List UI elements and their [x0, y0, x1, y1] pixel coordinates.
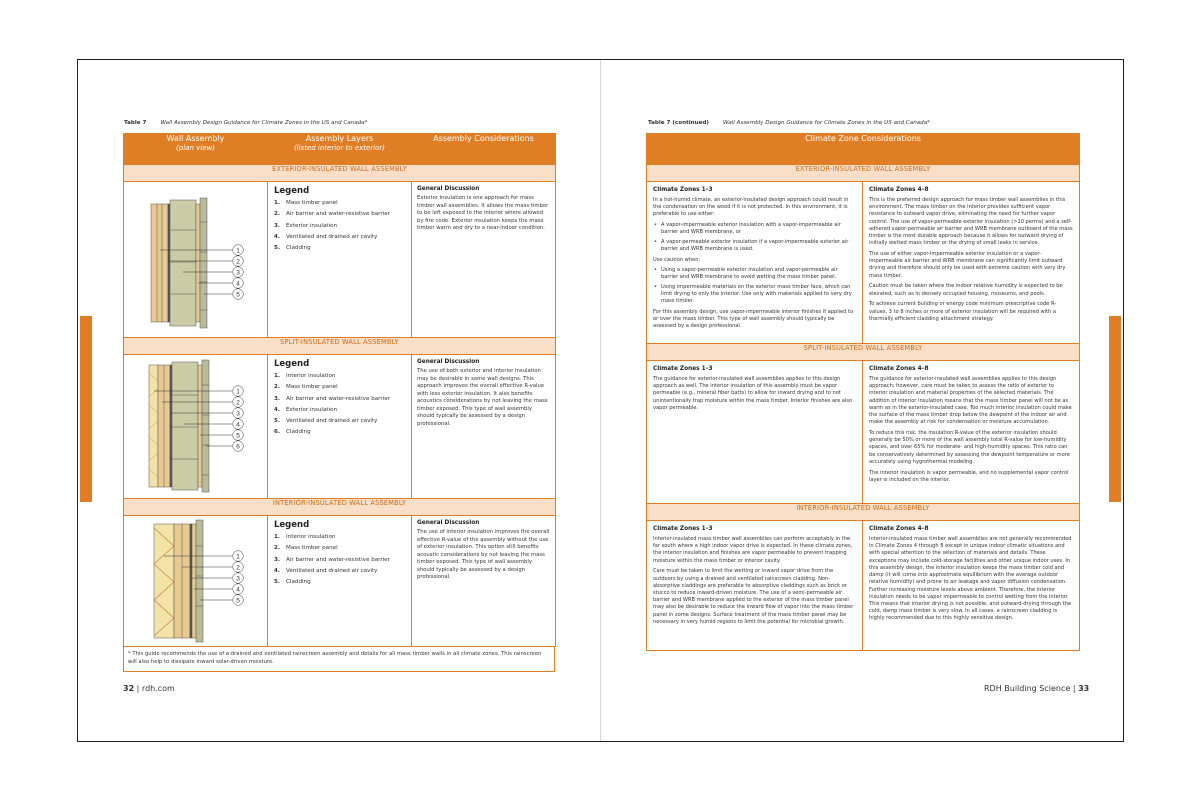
legend-item: 3. Air barrier and water-resistive barrier — [274, 395, 390, 402]
wall-section-diagram — [124, 516, 267, 646]
zones-4-8-exterior: Climate Zones 4–8 This is the preferred design approach for mass timber wall assemblies in this environment. The mass timber on the interior provides sufficient vapor resistance to outward vapor drive, eliminating the need for further vapor control. The use of vapor-permeable exterior insulation (>10 perms) and a self-adhered vapor-permeable air barrier and WRB membrane outboard of the mass timber is the most durable approach because it allows for outward drying of initially wetted mass timber or the drying of small leaks in service. The use of either vapor-impermeable exterior insulation or a vapor-impermeable air barrier and WRB membrane can significantly limit outward drying and therefore should only be used with extreme caution with very dry mass timber. Caution must be taken where the indoor relative humidity is expected to be elevated, such as in densely occupied housing, museums, and pools. To achieve current building or energy code minimum prescriptive code R-values, 3 to 8 inches or more of exterior insulation will be required with a thermally efficient cladding attachment strategy. — [863, 182, 1080, 344]
callout-4: 4 — [236, 586, 240, 594]
legend-split-insulated — [268, 355, 412, 499]
considerations-interior-insulated — [412, 516, 556, 647]
zone-title: Climate Zones 4–8 — [869, 187, 929, 193]
left-table-caption — [124, 120, 367, 126]
callout-6: 6 — [236, 443, 240, 451]
legend-item: 2. Air barrier and water-resistive barrier — [274, 211, 390, 218]
zone-title: Climate Zones 1–3 — [653, 187, 713, 193]
right-table-caption — [648, 120, 930, 126]
left-caption-number: Table 7 — [124, 120, 147, 126]
legend-interior-insulated — [268, 516, 412, 647]
discussion-text: The use of interior insulation improves the overall effective R-value of the assembly without the use of exterior insulation. This option still benefits acoustic considerations by not leaving the mass timber exposed. This type of wall assembly should typically be assessed by a design professional. — [417, 529, 550, 581]
considerations-split-insulated — [412, 355, 556, 499]
legend-item: 6. Cladding — [274, 429, 311, 436]
callout-3: 3 — [236, 410, 240, 418]
header-assembly-considerations: Assembly Considerations — [412, 134, 556, 165]
section-exterior-insulated: EXTERIOR-INSULATED WALL ASSEMBLY — [647, 165, 1080, 182]
zones-1-3-split: Climate Zones 1–3 The guidance for exterior-insulated wall assemblies applies to this design approach as well. The interior insulation of this assembly must be vapor permeable (e.g., mineral fiber batts) to allow for inward drying and to not unintentionally trap moisture within the mass timber. Interior finishes are also vapor permeable. — [647, 361, 863, 504]
zone-title: Climate Zones 1–3 — [653, 366, 713, 372]
section-exterior-insulated: EXTERIOR-INSULATED WALL ASSEMBLY — [124, 165, 556, 182]
legend-item: 5. Cladding — [274, 579, 311, 586]
legend-item: 3. Air barrier and water-resistive barrier — [274, 556, 390, 563]
left-caption-title: Wall Assembly Design Guidance for Climate Zones in the US and Canada* — [160, 120, 368, 126]
callout-3: 3 — [236, 269, 240, 277]
left-wall-table — [123, 133, 556, 647]
bullet-item: • A vapor-permeable exterior insulation if a vapor-impermeable exterior air barrier and WRB membrane is used. — [653, 239, 856, 253]
considerations-exterior-insulated — [412, 182, 556, 338]
discussion-text: Exterior insulation is one approach for mass timber wall assemblies. It allows the mass timber to be left exposed to the interior where allowed by fire code. Exterior insulation keeps the mass timber warm and dry to a near-indoor condition. — [417, 195, 549, 232]
publisher-name: RDH Building Science — [984, 684, 1071, 693]
header-wall-assembly: Wall Assembly (plan view) — [124, 134, 268, 165]
legend-item: 4. Exterior insulation — [274, 406, 338, 413]
header-assembly-layers: Assembly Layers (listed interior to exterior) — [268, 134, 412, 165]
diagram-split-insulated — [124, 355, 268, 499]
callout-5: 5 — [236, 597, 240, 605]
bullet-item: • A vapor-impermeable exterior insulation with a vapor-impermeable air barrier and WRB membrane, or — [653, 222, 856, 236]
section-split-insulated: SPLIT-INSULATED WALL ASSEMBLY — [647, 344, 1080, 361]
zone-title: Climate Zones 4–8 — [869, 526, 929, 532]
legend-exterior-insulated — [268, 182, 412, 338]
section-interior-insulated: INTERIOR-INSULATED WALL ASSEMBLY — [124, 499, 556, 516]
zone-title: Climate Zones 1–3 — [653, 526, 713, 532]
right-folio: RDH Building Science | 33 — [984, 684, 1090, 693]
callout-1: 1 — [236, 247, 240, 255]
legend-item: 3. Exterior insulation — [274, 222, 338, 229]
legend-item: 5. Cladding — [274, 245, 311, 252]
legend-item: 4. Ventilated and drained air cavity — [274, 567, 378, 574]
legend-item: 2. Mass timber panel — [274, 384, 338, 391]
zones-1-3-exterior: Climate Zones 1–3 In a hot-humid climate, an exterior-insulated design approach could result in the condensation on the wood if it is not protected. In this environment, it is preferable to use either: • A vapor-impermeable exterior insulation with a vapor-impermeable air barrier and WRB membrane, or • A vapor-permeable exterior insulation if a vapor-impermeable exterior air barrier and WRB membrane is used. Use caution when: • Using a vapor-permeable exterior insulation and vapor-permeable air barrier and WRB membrane to avoid wetting the mass timber panel. • Using impermeable materials on the exterior mass timber face, which can limit drying to only the interior. Use only with materials applied to very dry mass timber. For this assembly design, use vapor-impermeable interior finishes if applied to or over the mass timber. This type of wall assembly should typically be assessed by a design professional. — [647, 182, 863, 344]
bullet-item: • Using a vapor-permeable exterior insulation and vapor-permeable air barrier and WRB membrane to avoid wetting the mass timber panel. — [653, 267, 856, 281]
left-folio: 32 | rdh.com — [123, 684, 175, 693]
wall-section-diagram — [124, 182, 267, 337]
right-caption-number: Table 7 (continued) — [648, 120, 709, 126]
page-gutter — [600, 60, 601, 741]
callout-1: 1 — [236, 388, 240, 396]
right-page-edge-tab — [1109, 316, 1121, 502]
legend-item: 1. Mass timber panel — [274, 200, 338, 206]
legend-item: 2. Mass timber panel — [274, 545, 338, 552]
legend-title: Legend — [274, 186, 310, 196]
header-climate-zone-considerations: Climate Zone Considerations — [647, 134, 1080, 165]
zone-title: Climate Zones 4–8 — [869, 366, 929, 372]
callout-3: 3 — [236, 575, 240, 583]
right-climate-table — [646, 133, 1080, 651]
section-split-insulated: SPLIT-INSULATED WALL ASSEMBLY — [124, 338, 556, 355]
discussion-text: The use of both exterior and interior insulation may be desirable in some wall designs. This approach improves the overall effective R-value with less exterior insulation. It also benefits acoustics considerations by not leaving the mass timber exposed. This type of wall assembly should typically be assessed by a design professional. — [417, 368, 548, 427]
left-footnote: * This guide recommends the use of a drained and ventilated rainscreen assembly and details for all mass timber walls in all climate zones. This rainscreen will also help to dissipate inward solar-driven moisture. — [123, 647, 555, 672]
page-number: 33 — [1078, 684, 1090, 693]
callout-2: 2 — [236, 258, 240, 266]
callout-4: 4 — [236, 421, 240, 429]
discussion-title: General Discussion — [417, 186, 480, 192]
callout-2: 2 — [236, 399, 240, 407]
wall-section-diagram — [124, 355, 267, 498]
discussion-title: General Discussion — [417, 520, 480, 526]
diagram-exterior-insulated — [124, 182, 268, 338]
left-page-edge-tab — [80, 316, 92, 502]
right-caption-title: Wall Assembly Design Guidance for Climate Zones in the US and Canada* — [722, 120, 930, 126]
discussion-title: General Discussion — [417, 359, 480, 365]
legend-title: Legend — [274, 359, 310, 369]
legend-item: 1. Interior insulation — [274, 373, 336, 379]
legend-item: 1. Interior insulation — [274, 534, 336, 540]
legend-item: 5. Ventilated and drained air cavity — [274, 418, 378, 425]
legend-item: 4. Ventilated and drained air cavity — [274, 233, 378, 240]
page-number: 32 — [123, 684, 135, 693]
callout-2: 2 — [236, 564, 240, 572]
section-interior-insulated: INTERIOR-INSULATED WALL ASSEMBLY — [647, 504, 1080, 521]
site-url: rdh.com — [141, 684, 175, 693]
callout-5: 5 — [236, 432, 240, 440]
callout-5: 5 — [236, 291, 240, 299]
diagram-interior-insulated — [124, 516, 268, 647]
bullet-item: • Using impermeable materials on the exterior mass timber face, which can limit drying to only the interior. Use only with materials applied to very dry mass timber. — [653, 284, 856, 306]
legend-title: Legend — [274, 520, 310, 530]
callout-1: 1 — [236, 553, 240, 561]
zones-1-3-interior: Climate Zones 1–3 Interior-insulated mass timber wall assemblies can perform acceptably in the far south where a high indoor vapor drive is expected. In these climate zones, the interior insulation and finishes are vapor permeable to prevent trapping moisture within the mass timber or interior cavity. Care must be taken to limit the wetting or inward vapor drive from the outdoors by using a drained and ventilated rainscreen cladding. Non-absorptive claddings are preferable to absorptive claddings such as brick or stucco to reduce inward-driven moisture. The use of a semi-permeable air barrier and WRB membrane applied to the exterior of the mass timber panel may also be desirable to reduce the inward flow of vapor into the mass timber panel in some designs. Surface treatment of the mass timber panel may be necessary in very humid regions to limit the potential for microbial growth. — [647, 521, 863, 651]
zones-4-8-split: Climate Zones 4–8 The guidance for exterior-insulated wall assemblies applies to this design approach; however, care must be taken to assess the ratio of exterior to interior insulation and material properties of the selected materials. The addition of interior insulation means that the mass timber panel will not be as warm as in the exterior-insulated case. Too much interior insulation could make the surface of the mass timber drop below the dewpoint of the indoor air and make the assembly at risk for condensation or moisture accumulation. To reduce this risk, the insulation R-value of the exterior insulation should generally be 50% or more of the wall assembly total R-value for low-humidity spaces, and over 65% for moderate- and high-humidity spaces. This ratio can be conservatively determined by assessing the dewpoint temperature or more accurately using hygrothermal modeling. The interior insulation is vapor permeable, and no supplemental vapor control layer is included on the interior. — [863, 361, 1080, 504]
zones-4-8-interior: Climate Zones 4–8 Interior-insulated mass timber wall assemblies are not generally recommended in Climate Zones 4 through 8 except in unique indoor climatic situations and with special attention to the selection of materials and details. These exceptions may include cold-storage facilities and other unique indoor uses. In this assembly design, the interior insulation keeps the mass timber cold and damp (it will come into approximate equilibrium with the average outdoor relative humidity) and prone to air leakage and vapor diffusion condensation. Further increasing moisture levels above ambient. Therefore, the interior insulation needs to be vapor impermeable to control wetting from the interior. This means that interior drying is not possible, and outward-drying through the cold, damp mass timber is very slow. In all cases, a rainscreen cladding is highly recommended due to this highly sensitive design. — [863, 521, 1080, 651]
callout-4: 4 — [236, 280, 240, 288]
